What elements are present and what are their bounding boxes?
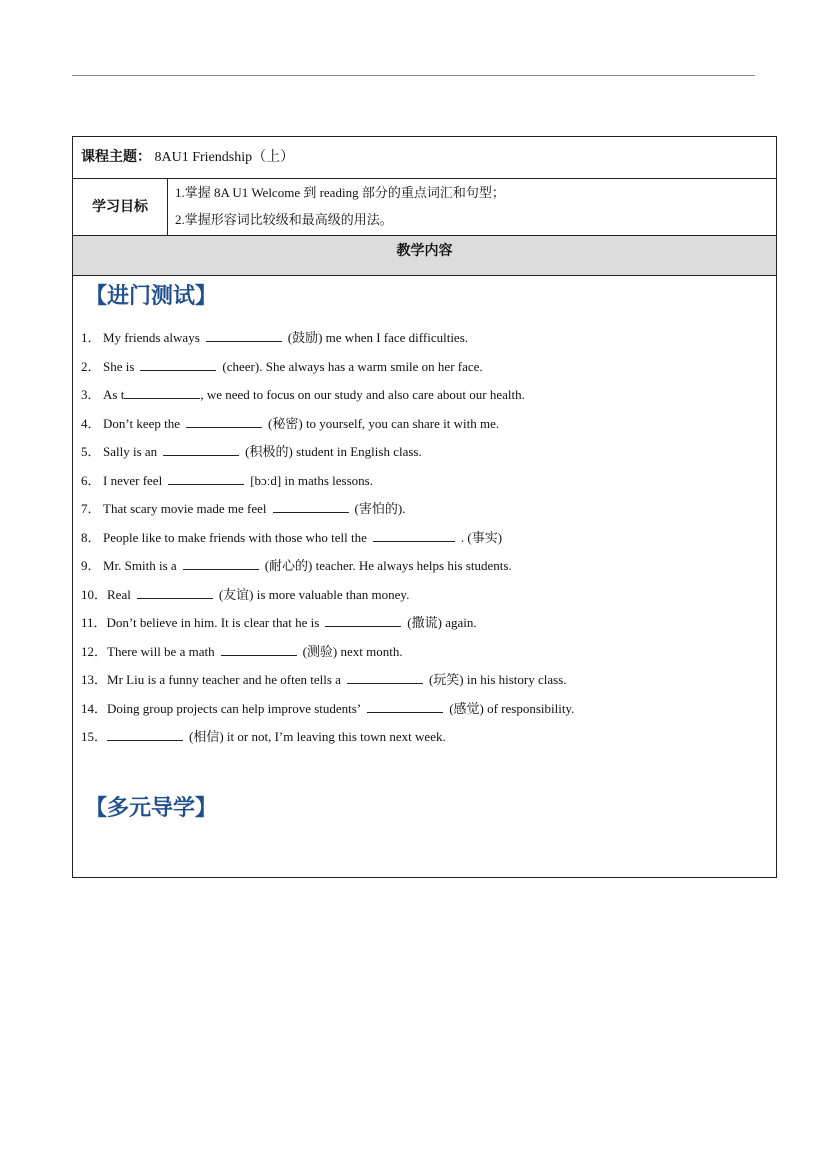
answer-blank[interactable] <box>124 397 200 399</box>
exercise-text-before: Mr. Smith is a <box>103 558 177 573</box>
goal-row <box>73 179 776 236</box>
exercise-item <box>81 381 574 410</box>
exercise-text-after: (害怕的). <box>354 501 406 516</box>
exercise-item <box>81 324 574 353</box>
exercise-text-before: I never feel <box>103 472 163 488</box>
exercise-text-before: As t <box>103 387 125 402</box>
answer-blank[interactable] <box>137 597 213 599</box>
exercise-text-after: (玩笑) in his history class. <box>428 672 567 687</box>
exercise-text-before: Don’t believe in him. It is clear that he is <box>106 615 320 630</box>
page-header-rule <box>72 75 755 76</box>
lesson-table <box>72 136 777 878</box>
exercise-item <box>81 524 574 553</box>
exercise-item <box>81 552 574 581</box>
goal-item: 1.掌握 8A U1 Welcome 到 reading 部分的重点词汇和句型； <box>175 185 505 200</box>
exercise-number: 10． <box>81 586 108 602</box>
exercise-number: 12． <box>81 643 108 659</box>
exercise-number: 3． <box>81 387 101 402</box>
answer-blank[interactable] <box>163 454 239 456</box>
exercise-text-after: . (事实) <box>460 529 503 545</box>
exercise-number: 13． <box>81 672 108 687</box>
exercise-number: 11． <box>81 615 107 630</box>
exercise-number: 4． <box>81 415 101 431</box>
exercise-text-after: (积极的) student in English class. <box>245 444 422 459</box>
guided-learning-heading: 【多元导学】 <box>85 796 218 821</box>
answer-blank[interactable] <box>186 426 262 428</box>
exercise-text-before: Doing group projects can help improve students’ <box>107 700 362 716</box>
exercise-text-after: (感觉) of responsibility. <box>449 700 575 716</box>
topic-text <box>81 146 294 166</box>
answer-blank[interactable] <box>347 682 423 684</box>
exercise-item <box>81 581 574 610</box>
answer-blank[interactable] <box>168 483 244 485</box>
goal-item: 2.掌握形容词比较级和最高级的用法。 <box>175 212 393 227</box>
exercise-number: 14． <box>81 700 108 716</box>
answer-blank[interactable] <box>107 739 183 741</box>
answer-blank[interactable] <box>140 369 216 371</box>
exercise-item <box>81 353 574 382</box>
exercise-number: 15． <box>81 729 108 744</box>
answer-blank[interactable] <box>273 511 349 513</box>
exercise-text-after: (撒谎) again. <box>407 615 477 630</box>
exercise-list <box>81 324 574 752</box>
exercise-text-before: Don’t keep the <box>103 415 181 431</box>
entry-test-heading: 【进门测试】 <box>85 284 218 309</box>
exercise-number: 8． <box>81 529 101 545</box>
exercise-text-after: (耐心的) teacher. He always helps his students. <box>264 558 512 573</box>
goal-list <box>175 184 505 238</box>
exercise-item <box>81 609 574 638</box>
content-title: 教学内容 <box>396 244 453 259</box>
exercise-number: 6． <box>81 472 101 488</box>
goal-label: 学习目标 <box>73 179 168 236</box>
exercise-number: 2． <box>81 358 101 374</box>
content-title-row <box>73 236 776 276</box>
exercise-number: 7． <box>81 501 101 516</box>
exercise-text-after: (鼓励) me when I face difficulties. <box>287 330 469 345</box>
exercise-item <box>81 723 574 752</box>
exercise-text-after: (cheer). She always has a warm smile on her face. <box>222 358 483 374</box>
exercise-item <box>81 695 574 724</box>
exercise-text-before: My friends always <box>103 330 200 345</box>
exercise-item <box>81 467 574 496</box>
exercise-number: 1． <box>81 330 101 345</box>
exercise-item <box>81 495 574 524</box>
exercise-text-after: (相信) it or not, I’m leaving this town next week. <box>189 729 446 744</box>
exercise-text-before: People like to make friends with those who tell the <box>103 529 367 545</box>
exercise-number: 5． <box>81 444 101 459</box>
exercise-text-before: Sally is an <box>103 444 158 459</box>
exercise-item <box>81 638 574 667</box>
exercise-text-after: (友谊) is more valuable than money. <box>218 586 410 602</box>
topic-value: 8AU1 Friendship（上） <box>154 150 295 165</box>
answer-blank[interactable] <box>373 540 455 542</box>
answer-blank[interactable] <box>367 711 443 713</box>
exercise-item <box>81 666 574 695</box>
exercise-text-before: Real <box>107 586 131 602</box>
exercise-text-after: (测验) next month. <box>302 643 403 659</box>
exercise-number: 9． <box>81 558 101 573</box>
topic-row <box>73 137 776 179</box>
exercise-text-before: She is <box>103 358 135 374</box>
answer-blank[interactable] <box>325 625 401 627</box>
exercise-text-before: That scary movie made me feel <box>103 501 267 516</box>
answer-blank[interactable] <box>221 654 297 656</box>
exercise-item <box>81 410 574 439</box>
exercise-text-after: [bɔːd] in maths lessons. <box>250 472 373 488</box>
topic-label: 课程主题： <box>81 150 151 165</box>
exercise-item <box>81 438 574 467</box>
exercise-text-after: (秘密) to yourself, you can share it with me. <box>268 415 500 431</box>
exercise-text-before: Mr Liu is a funny teacher and he often tells a <box>107 672 341 687</box>
answer-blank[interactable] <box>183 568 259 570</box>
answer-blank[interactable] <box>206 340 282 342</box>
exercise-text-after: , we need to focus on our study and also care about our health. <box>200 387 525 402</box>
exercise-text-before: There will be a math <box>107 643 215 659</box>
